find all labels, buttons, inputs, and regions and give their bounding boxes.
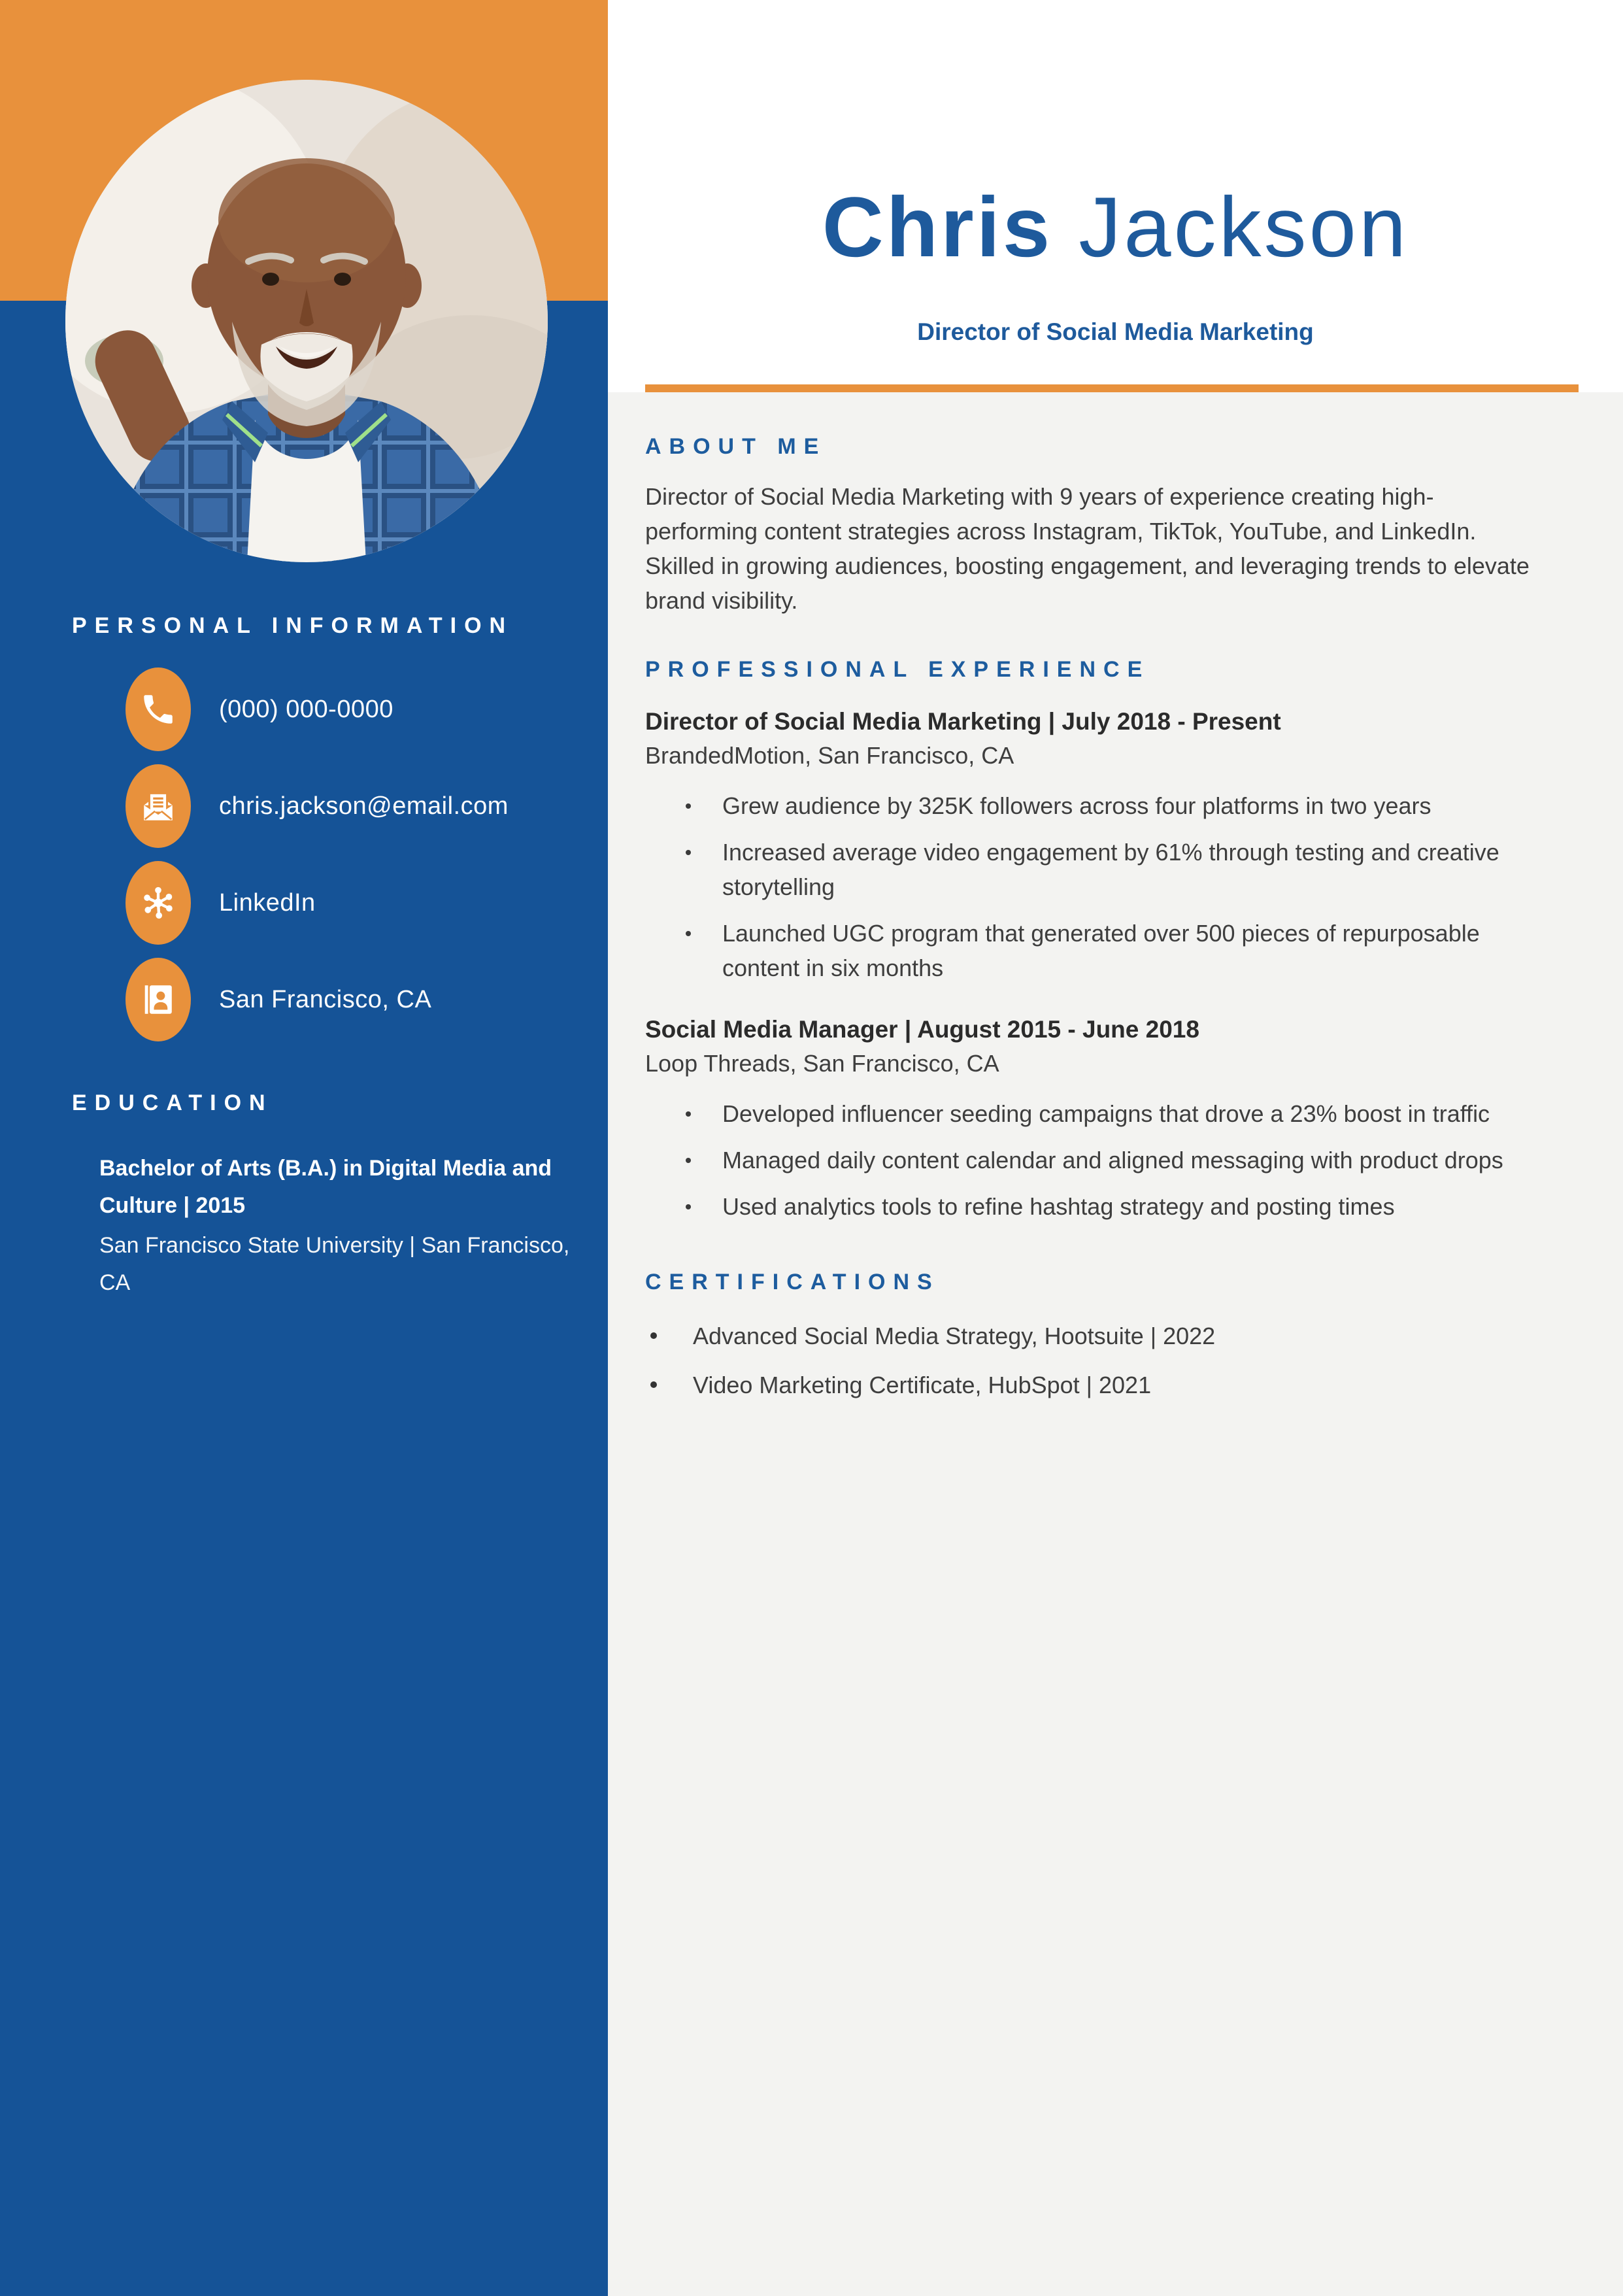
education-school: San Francisco State University | San Francisco, CA xyxy=(99,1233,570,1295)
certification-item: Video Marketing Certificate, HubSpot | 2021 xyxy=(645,1368,1543,1402)
phone-value: (000) 000-0000 xyxy=(219,695,393,723)
linkedin-icon xyxy=(125,861,191,945)
location-icon xyxy=(125,958,191,1041)
job-title: Social Media Manager | August 2015 - June 2018 xyxy=(645,1016,1199,1043)
about-me-text: Director of Social Media Marketing with 9 years of experience creating high-performing content strategies across Instagram, TikTok, YouTube, and LinkedIn. Skilled in growing audiences, boosting engagement, and leveraging trends to elevate brand visibility. xyxy=(645,483,1530,614)
job-bullet: Managed daily content calendar and aligned messaging with product drops xyxy=(645,1143,1503,1177)
last-name: Jackson xyxy=(1079,179,1409,275)
job-bullet: Increased average video engagement by 61% through testing and creative storytelling xyxy=(645,835,1503,904)
contact-rows xyxy=(0,667,608,1041)
job-bullet-list xyxy=(645,788,1579,985)
job-bullet: Developed influencer seeding campaigns that drove a 23% boost in traffic xyxy=(645,1096,1503,1131)
job-entry xyxy=(645,706,1579,985)
job-title: Director of Social Media Marketing | July 2018 - Present xyxy=(645,708,1281,735)
candidate-name xyxy=(608,179,1623,275)
phone-icon xyxy=(125,667,191,751)
candidate-title: Director of Social Media Marketing xyxy=(917,318,1314,345)
personal-information-heading: PERSONAL INFORMATION xyxy=(72,613,514,638)
profile-photo xyxy=(65,80,548,562)
job-entry xyxy=(645,1014,1579,1224)
location-value: San Francisco, CA xyxy=(219,985,432,1013)
certification-list xyxy=(645,1319,1579,1402)
job-company: BrandedMotion, San Francisco, CA xyxy=(645,742,1014,769)
certifications-heading: CERTIFICATIONS xyxy=(645,1270,940,1294)
professional-experience-heading: PROFESSIONAL EXPERIENCE xyxy=(645,657,1150,682)
first-name: Chris xyxy=(822,179,1053,275)
contact-row-location xyxy=(125,958,608,1041)
email-icon xyxy=(125,764,191,848)
education-entry xyxy=(99,1150,583,1302)
profile-photo-illustration xyxy=(65,80,548,562)
personal-information-section xyxy=(0,613,608,1055)
sidebar xyxy=(0,0,608,2296)
about-me-heading: ABOUT ME xyxy=(645,434,827,459)
contact-row-linkedin xyxy=(125,861,608,945)
education-heading: EDUCATION xyxy=(72,1090,273,1115)
education-degree: Bachelor of Arts (B.A.) in Digital Media and Culture | 2015 xyxy=(99,1156,552,1218)
job-bullet-list xyxy=(645,1096,1579,1224)
content-area xyxy=(608,392,1623,2296)
contact-row-email xyxy=(125,764,608,848)
job-bullet: Launched UGC program that generated over 500 pieces of repurposable content in six months xyxy=(645,916,1503,985)
contact-row-phone xyxy=(125,667,608,751)
linkedin-value: LinkedIn xyxy=(219,888,316,917)
education-section xyxy=(0,1090,608,1302)
certification-item: Advanced Social Media Strategy, Hootsuite | 2022 xyxy=(645,1319,1543,1353)
main-column xyxy=(608,0,1623,2296)
job-bullet: Used analytics tools to refine hashtag strategy and posting times xyxy=(645,1189,1503,1224)
header xyxy=(608,0,1623,392)
job-bullet: Grew audience by 325K followers across four platforms in two years xyxy=(645,788,1503,823)
email-value: chris.jackson@email.com xyxy=(219,792,509,820)
job-company: Loop Threads, San Francisco, CA xyxy=(645,1050,999,1077)
